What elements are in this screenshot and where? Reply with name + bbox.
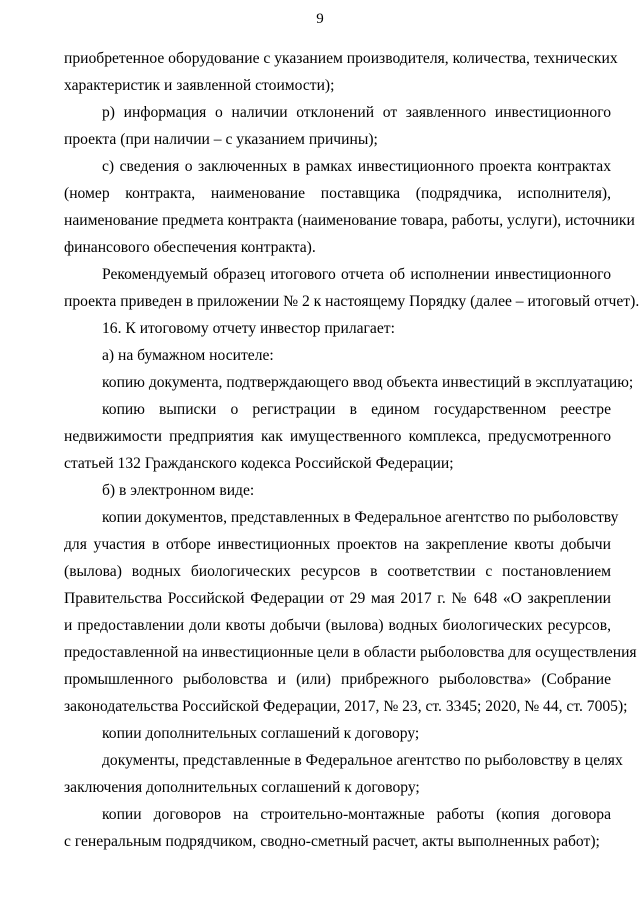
text-line: а) на бумажном носителе: — [102, 347, 274, 364]
text-line: заключения дополнительных соглашений к договору; — [64, 779, 420, 796]
text-line: финансового обеспечения контракта). — [64, 239, 316, 256]
text-line: 16. К итоговому отчету инвестор прилагает: — [102, 320, 395, 337]
text-line: с генеральным подрядчиком, сводно-сметный расчет, акты выполненных работ); — [64, 833, 600, 850]
text-line: документы, представленные в Федеральное агентство по рыболовству в целях — [102, 752, 623, 769]
text-line: копии документов, представленных в Федеральное агентство по рыболовству — [102, 509, 619, 526]
text-line: наименование предмета контракта (наименование товара, работы, услуги), источники — [64, 212, 635, 229]
text-line: проекта (при наличии – с указанием причины); — [64, 131, 378, 148]
text-line: проекта приведен в приложении № 2 к настоящему Порядку (далее – итоговый отчет). — [64, 293, 640, 310]
text-line: Рекомендуемый образец итогового отчета об исполнении инвестиционного — [102, 266, 611, 283]
text-line: копию выписки о регистрации в едином государственном реестре — [102, 401, 611, 418]
text-line: недвижимости предприятия как имущественного комплекса, предусмотренного — [64, 428, 611, 445]
text-line: законодательства Российской Федерации, 2017, № 23, ст. 3345; 2020, № 44, ст. 7005); — [64, 698, 628, 715]
text-line: с) сведения о заключенных в рамках инвестиционного проекта контрактах — [102, 158, 611, 175]
text-line: р) информация о наличии отклонений от заявленного инвестиционного — [102, 104, 611, 121]
text-line: копии дополнительных соглашений к договору; — [102, 725, 420, 742]
text-line: характеристик и заявленной стоимости); — [64, 77, 335, 94]
text-line: (вылова) водных биологических ресурсов в соответствии с постановлением — [64, 563, 611, 580]
text-line: (номер контракта, наименование поставщика (подрядчика, исполнителя), — [64, 185, 611, 202]
text-line: приобретенное оборудование с указанием производителя, количества, технических — [64, 50, 618, 67]
text-line: копию документа, подтверждающего ввод объекта инвестиций в эксплуатацию; — [102, 374, 634, 391]
text-line: статьей 132 Гражданского кодекса Российской Федерации; — [64, 455, 454, 472]
text-line: промышленного рыболовства и (или) прибрежного рыболовства» (Собрание — [64, 671, 611, 688]
text-line: б) в электронном виде: — [102, 482, 255, 499]
text-line: копии договоров на строительно-монтажные работы (копия договора — [102, 806, 611, 823]
page-number: 9 — [316, 11, 324, 27]
text-line: предоставленной на инвестиционные цели в области рыболовства для осуществления — [64, 644, 637, 661]
text-line: Правительства Российской Федерации от 29 мая 2017 г. № 648 «О закреплении — [64, 590, 611, 607]
text-line: и предоставлении доли квоты добычи (вылова) водных биологических ресурсов, — [64, 617, 611, 634]
text-line: для участия в отборе инвестиционных проектов на закрепление квоты добычи — [64, 536, 611, 553]
